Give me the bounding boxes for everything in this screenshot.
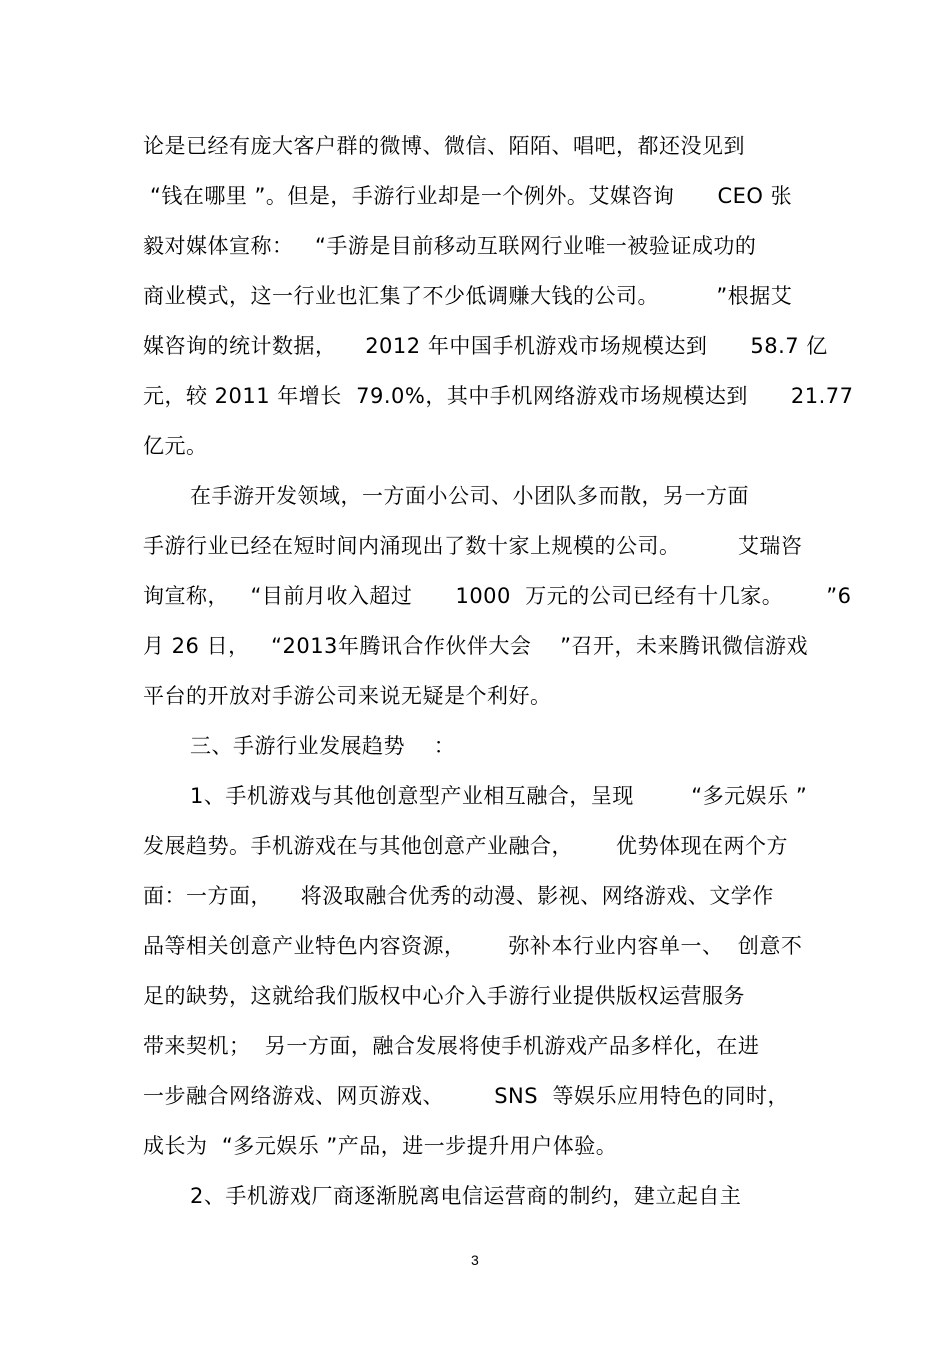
body-text-line: 足的缺势，这就给我们版权中心介入手游行业提供版权运营服务: [143, 984, 745, 1008]
body-text-line: 成长为 “多元娱乐 ”产品，进一步提升用户体验。: [143, 1134, 618, 1158]
section-heading: 三、手游行业发展趋势 ：: [190, 734, 456, 758]
numbered-item-first-line: 2、手机游戏厂商逐渐脱离电信运营商的制约，建立起自主: [190, 1184, 742, 1208]
body-text-line: 手游行业已经在短时间内涌现出了数十家上规模的公司。 艾瑞咨: [143, 534, 803, 558]
body-text-line: 元，较 2011 年增长 79.0%，其中手机网络游戏市场规模达到 21.77: [143, 384, 854, 408]
body-text-line: 发展趋势。手机游戏在与其他创意产业融合， 优势体现在两个方: [143, 834, 789, 858]
page-number: 3: [471, 1252, 479, 1268]
body-text-line: 亿元。: [143, 434, 208, 458]
body-text-line: 品等相关创意产业特色内容资源， 弥补本行业内容单一、 创意不: [143, 934, 803, 958]
body-text-line: “钱在哪里 ”。但是，手游行业却是一个例外。艾媒咨询 CEO 张: [150, 184, 793, 208]
body-text-line: 毅对媒体宣称： “手游是目前移动互联网行业唯一被验证成功的: [143, 234, 757, 258]
body-text-line: 媒咨询的统计数据， 2012 年中国手机游戏市场规模达到 58.7 亿: [143, 334, 828, 358]
body-text-line: 平台的开放对手游公司来说无疑是个利好。: [143, 684, 552, 708]
body-text-line: 商业模式，这一行业也汇集了不少低调赚大钱的公司。 ”根据艾: [143, 284, 793, 308]
body-text-line: 一步融合网络游戏、网页游戏、 SNS 等娱乐应用特色的同时，: [143, 1084, 789, 1108]
body-text-line: 月 26 日， “2013年腾讯合作伙伴大会 ”召开，未来腾讯微信游戏: [143, 634, 808, 658]
body-text-line: 论是已经有庞大客户群的微博、微信、陌陌、唱吧，都还没见到: [143, 134, 745, 158]
body-text-line: 带来契机； 另一方面，融合发展将使手机游戏产品多样化，在进: [143, 1034, 760, 1058]
body-text-line: 面：一方面， 将汲取融合优秀的动漫、影视、网络游戏、文学作: [143, 884, 774, 908]
body-text-line: 询宣称， “目前月收入超过 1000 万元的公司已经有十几家。 ”6: [143, 584, 852, 608]
paragraph-first-line: 在手游开发领域，一方面小公司、小团队多而散，另一方面: [190, 484, 749, 508]
numbered-item-first-line: 1、手机游戏与其他创意型产业相互融合，呈现 “多元娱乐 ”: [190, 784, 808, 808]
